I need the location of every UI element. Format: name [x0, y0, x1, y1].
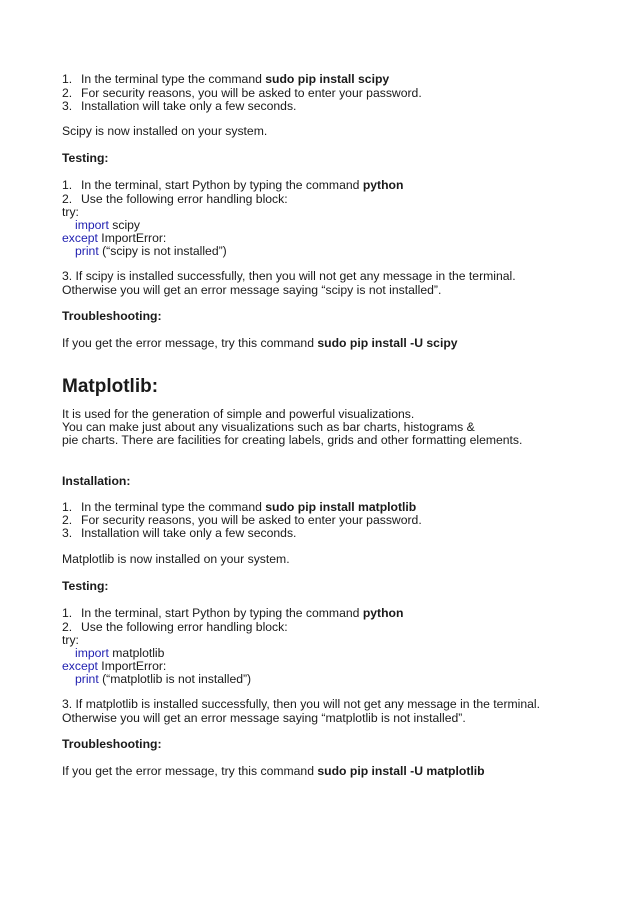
code-text: ImportError:	[97, 231, 167, 245]
list-text: Installation will take only a few seconds.	[81, 99, 297, 113]
paragraph-line: 3. If matplotlib is installed successfully, then you will not get any message in the terminal.	[62, 697, 541, 711]
list-text: Use the following error handling block:	[81, 192, 288, 206]
installed-note: Scipy is now installed on your system.	[62, 124, 268, 138]
page-heading: Matplotlib:	[62, 376, 159, 397]
list-number: 2.	[62, 513, 73, 527]
section-heading: Troubleshooting:	[62, 737, 162, 751]
code-keyword: except	[62, 231, 98, 245]
command-text: sudo pip install -U matplotlib	[317, 764, 485, 778]
list-number: 3.	[62, 99, 73, 113]
list-number: 1.	[62, 500, 73, 514]
section-heading: Testing:	[62, 151, 109, 165]
list-text: For security reasons, you will be asked to enter your password.	[81, 86, 422, 100]
paragraph-line: pie charts. There are facilities for creating labels, grids and other formatting elements.	[62, 433, 523, 447]
paragraph-line: 3. If scipy is installed successfully, then you will not get any message in the terminal.	[62, 269, 516, 283]
list-text: In the terminal, start Python by typing the command	[81, 606, 363, 620]
code-text: ImportError:	[97, 659, 167, 673]
list-item	[62, 193, 288, 206]
list-item	[62, 607, 403, 620]
list-text: Use the following error handling block:	[81, 620, 288, 634]
code-keyword: print	[75, 244, 99, 258]
code-line	[62, 245, 227, 258]
troubleshooting-line	[62, 765, 485, 778]
paragraph-line: It is used for the generation of simple and powerful visualizations.	[62, 407, 415, 421]
command-text: sudo pip install -U scipy	[317, 336, 458, 350]
code-text: scipy	[108, 218, 141, 232]
section-heading: Testing:	[62, 579, 109, 593]
paragraph-line: Otherwise you will get an error message saying “matplotlib is not installed”.	[62, 711, 466, 725]
list-text: In the terminal, start Python by typing the command	[81, 178, 363, 192]
list-number: 3.	[62, 526, 73, 540]
list-number: 1.	[62, 178, 73, 192]
command-text: sudo pip install scipy	[265, 72, 390, 86]
list-item	[62, 179, 403, 192]
code-keyword: import	[75, 218, 109, 232]
list-text: For security reasons, you will be asked to enter your password.	[81, 513, 422, 527]
list-number: 1.	[62, 606, 73, 620]
section-heading: Installation:	[62, 474, 131, 488]
code-text: (“scipy is not installed”)	[98, 244, 227, 258]
list-text: In the terminal type the command	[81, 500, 266, 514]
code-text: matplotlib	[108, 646, 165, 660]
troubleshooting-line	[62, 337, 458, 350]
code-keyword: except	[62, 659, 98, 673]
list-number: 2.	[62, 192, 73, 206]
list-number: 2.	[62, 86, 73, 100]
list-number: 1.	[62, 72, 73, 86]
code-line	[62, 673, 251, 686]
paragraph-line: You can make just about any visualizations such as bar charts, histograms &	[62, 420, 475, 434]
list-text: Installation will take only a few seconds.	[81, 526, 297, 540]
section-heading: Troubleshooting:	[62, 309, 162, 323]
list-text: In the terminal type the command	[81, 72, 266, 86]
list-item	[62, 73, 389, 86]
code-keyword: print	[75, 672, 99, 686]
code-line: try:	[62, 633, 79, 647]
list-item	[62, 100, 296, 113]
list-item	[62, 621, 288, 634]
paragraph-text: If you get the error message, try this command	[62, 764, 318, 778]
code-keyword: import	[75, 646, 109, 660]
list-number: 2.	[62, 620, 73, 634]
code-text: (“matplotlib is not installed”)	[98, 672, 252, 686]
paragraph-line: Otherwise you will get an error message saying “scipy is not installed”.	[62, 283, 442, 297]
command-text: sudo pip install matplotlib	[265, 500, 417, 514]
paragraph-text: If you get the error message, try this command	[62, 336, 318, 350]
code-line: try:	[62, 205, 79, 219]
list-item	[62, 527, 296, 540]
installed-note: Matplotlib is now installed on your system.	[62, 552, 290, 566]
command-text: python	[362, 178, 404, 192]
command-text: python	[362, 606, 404, 620]
